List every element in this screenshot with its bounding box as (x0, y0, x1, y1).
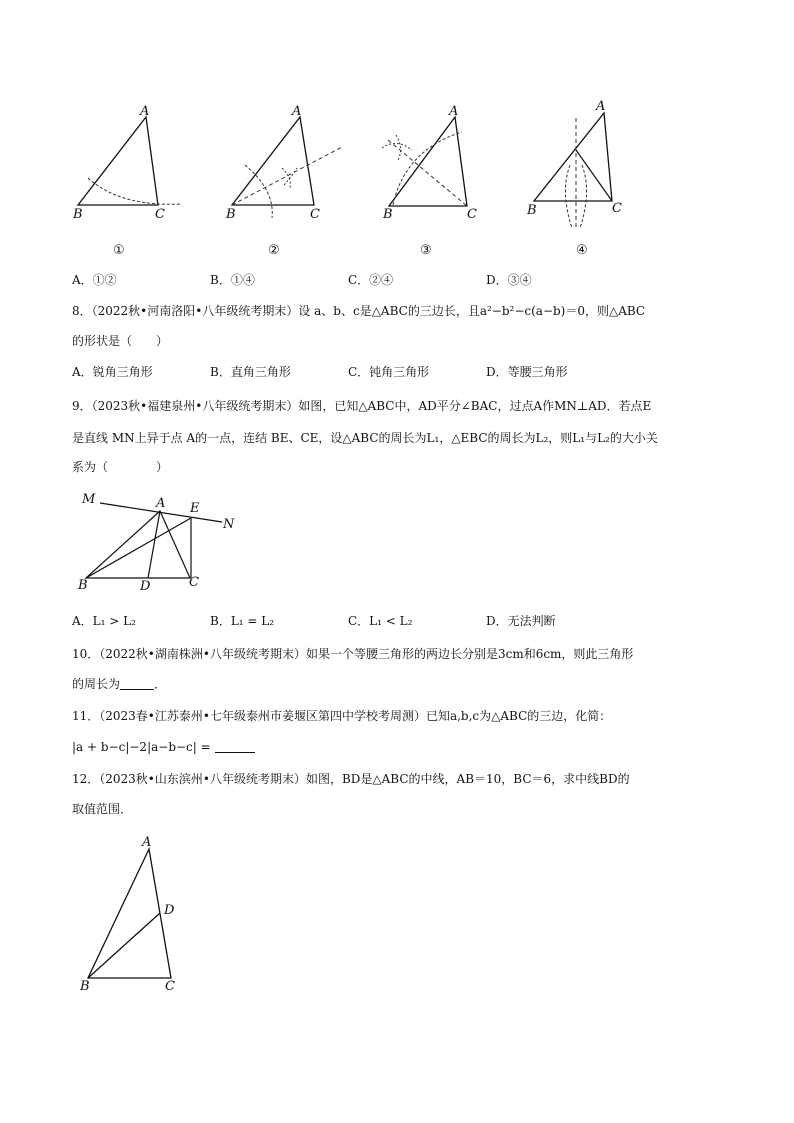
q9-option-c: C．L₁ < L₂ (348, 614, 413, 628)
q7-f4-label-c: C (612, 201, 622, 216)
q7-f1-label-a: A (140, 104, 150, 119)
q9-label-n: N (223, 517, 235, 532)
q10-stem-text: 的周长为 (72, 677, 121, 691)
q7-f4-label-b: B (527, 203, 537, 218)
q11-expression: |a + b−c|−2|a−b−c| = (72, 740, 211, 754)
q12-stem-line2: 取值范围． (72, 802, 133, 816)
q8-option-d: D．等腰三角形 (486, 365, 568, 379)
q7-f3-label-c: C (467, 207, 477, 222)
q7-option-c: C．②④ (348, 273, 394, 287)
q12-stem-line1: 12．（2023秋•山东滨州•八年级统考期末）如图，BD是△ABC的中线，AB＝10，BC＝6，求中线BD的 (72, 772, 630, 786)
q9-stem-line2: 是直线 MN上异于点 A的一点，连结 BE、CE，设△ABC的周长为L₁，△EBC的周长为L₂，则L₁与L₂的大小关 (72, 431, 658, 445)
q12-label-a: A (142, 835, 152, 850)
q7-f3-label-a: A (449, 104, 459, 119)
q9-label-e: E (190, 501, 200, 516)
q7-f2-label-a: A (292, 104, 302, 119)
q11-stem-line1: 11．（2023春•江苏泰州•七年级泰州市姜堰区第四中学校考周测）已知a,b,c为△ABC的三边，化简： (72, 709, 612, 723)
q10-stem-line1: 10．（2022秋•湖南株洲•八年级统考期末）如果一个等腰三角形的两边长分别是3cm和6cm，则此三角形 (72, 647, 634, 661)
q8-stem-line2: 的形状是（ ） (72, 334, 169, 348)
q9-stem-line3: 系为（ ） (72, 460, 169, 474)
q8-option-a: A．锐角三角形 (72, 365, 153, 379)
q7-f2-label-b: B (226, 207, 236, 222)
q9-label-c: C (189, 575, 199, 590)
q9-option-d: D．无法判断 (486, 614, 556, 628)
q7-f3-label-b: B (383, 207, 393, 222)
q7-option-a: A．①② (72, 273, 117, 287)
q9-option-b: B．L₁ = L₂ (210, 614, 275, 628)
q7-figure-number-4: ④ (576, 243, 588, 258)
q9-label-d: D (140, 579, 151, 594)
q7-f1-label-b: B (73, 207, 83, 222)
q8-stem-line1: 8．（2022秋•河南洛阳•八年级统考期末）设 a、b、c是△ABC的三边长，且a²−b²−c(a−b)＝0，则△ABC (72, 304, 646, 318)
q7-f1-label-c: C (155, 207, 165, 222)
q7-figure-number-2: ② (268, 243, 280, 258)
q12-label-b: B (80, 979, 90, 994)
q9-label-a: A (156, 496, 166, 511)
q7-figure-number-1: ① (113, 243, 125, 258)
q12-label-d: D (164, 903, 175, 918)
q7-f4-label-a: A (596, 99, 606, 114)
q9-stem-line1: 9．（2023秋•福建泉州•八年级统考期末）如图，已知△ABC中，AD平分∠BAC，过点A作MN⊥AD．若点E (72, 399, 652, 413)
q9-option-a: A．L₁ > L₂ (72, 614, 136, 628)
q9-label-m: M (82, 492, 96, 507)
q12-label-c: C (165, 979, 175, 994)
q10-stem-end: ． (154, 677, 167, 691)
q8-option-c: C．钝角三角形 (348, 365, 430, 379)
q8-option-b: B．直角三角形 (210, 365, 291, 379)
q7-figure-number-3: ③ (420, 243, 432, 258)
q7-option-d: D．③④ (486, 273, 532, 287)
q9-label-b: B (78, 578, 88, 593)
q7-option-b: B．①④ (210, 273, 255, 287)
q7-f2-label-c: C (310, 207, 320, 222)
